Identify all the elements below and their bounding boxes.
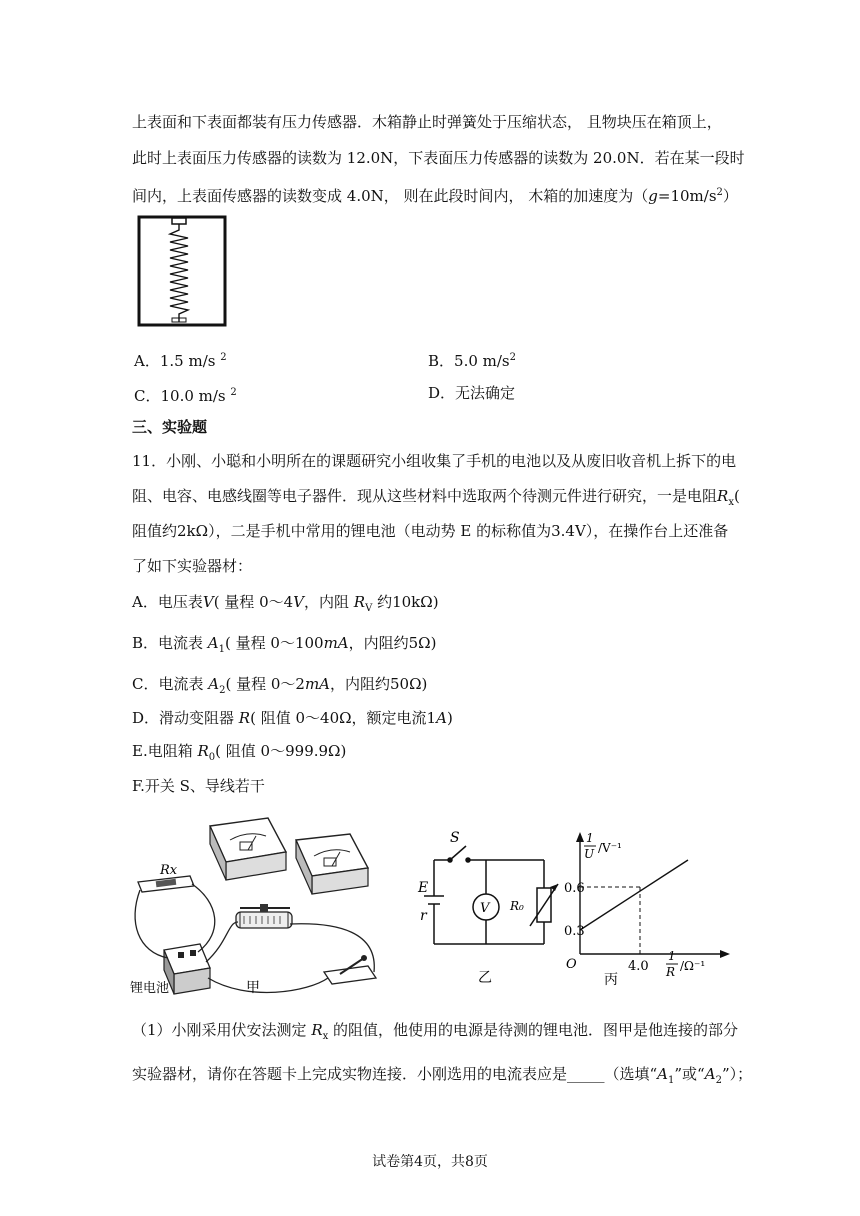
equipment-e-range: ( 阻值 0～999.9Ω) (215, 742, 347, 760)
figure-yi-caption: 乙 (478, 970, 492, 986)
equipment-d-range: ( 阻值 0～40Ω，额定电流1 (250, 709, 437, 727)
page-footer: 试卷第4页，共8页 (372, 1154, 488, 1170)
option-a[interactable] (134, 348, 227, 371)
rv-subscript: V (365, 603, 373, 614)
voltmeter-symbol: V (202, 593, 214, 611)
equipment-a (132, 592, 439, 619)
equipment-b-resistance: ，内阻约5Ω) (348, 634, 437, 652)
x-label-unit: /Ω⁻¹ (680, 959, 706, 973)
q11-sub1-line-2 (132, 1064, 752, 1091)
equipment-a-unit: V (293, 593, 305, 611)
x-label-den: R (666, 965, 676, 979)
equipment-c-range: ( 量程 0～2 (225, 675, 305, 693)
q11-sub1-line-2-end: ”）； (721, 1065, 753, 1083)
equipment-e-name: E.电阻箱 (132, 742, 198, 760)
y-tick-0-3: 0.3 (564, 924, 585, 939)
voltmeter-v-label: V (480, 901, 490, 916)
x-tick-4-0: 4.0 (628, 959, 649, 974)
q10-line-3-end: ） (722, 187, 738, 205)
option-d-label: D． (428, 384, 456, 402)
a2-symbol: A (208, 675, 220, 693)
equipment-e (132, 741, 346, 768)
equipment-d (132, 708, 453, 728)
q11-line-3-end: ），在操作台上还准备 (585, 522, 729, 540)
option-a-label: A． (134, 352, 160, 370)
equipment-a-resistance: 约10kΩ) (372, 593, 439, 611)
voltmeter-device (210, 818, 286, 880)
equipment-f: F.开关 S、导线若干 (132, 777, 265, 795)
q11-sub1-line-2-pre: 实验器材，请你在答题卡上完成实物连接．小刚选用的电流表应是_____（选填“ (132, 1065, 658, 1083)
r0-symbol: R (197, 742, 209, 760)
q11-sub1-line-1-end: 的阻值，他使用的电源是待测的锂电池．图甲是他连接的部分 (328, 1021, 739, 1039)
sub1-rx-subscript: x (322, 1031, 329, 1042)
gravity-exponent: 2 (716, 187, 723, 198)
r0-subscript: 0 (208, 752, 216, 763)
spring-box-figure (136, 214, 228, 328)
x-label-num: 1 (668, 949, 676, 963)
a1-subscript: 1 (218, 644, 226, 655)
q10-line-2: 此时上表面压力传感器的读数为 12.0N，下表面压力传感器的读数为 20.0N．若在某一段时 (132, 149, 745, 167)
sub1-rx-symbol: R (311, 1021, 323, 1039)
option-c[interactable] (134, 383, 237, 406)
option-b-label: B． (428, 352, 455, 370)
a1-symbol: A (207, 634, 219, 652)
rv-symbol: R (353, 593, 366, 611)
gravity-symbol: g (648, 187, 658, 205)
q11-line-2-end: ( (733, 487, 740, 505)
q11-line-4: 了如下实验器材： (132, 557, 253, 575)
option-c-label: C． (134, 387, 161, 405)
internal-r-label: r (420, 908, 427, 924)
equipment-d-name: D．滑动变阻器 (132, 709, 239, 727)
q11-line-3-pre: 阻值约 (132, 522, 178, 540)
figure-yi-circuit (414, 824, 564, 992)
battery-device (164, 944, 210, 994)
equipment-b-unit: mA (323, 634, 349, 652)
choice-a2-symbol: A (704, 1065, 716, 1083)
q10-line-3 (132, 183, 738, 206)
equipment-a-mid: ，内阻 (304, 593, 354, 611)
y-label-den: U (584, 847, 595, 861)
choice-a1-symbol: A (657, 1065, 669, 1083)
option-d-text: 无法确定 (455, 384, 516, 402)
option-b-exponent: 2 (509, 352, 517, 363)
origin-label: O (566, 957, 577, 972)
resistor-rx-device (138, 863, 194, 892)
option-a-text: 1.5 m/s (159, 352, 221, 370)
option-c-exponent: 2 (230, 387, 237, 398)
equipment-a-range: ( 量程 0～4 (213, 593, 294, 611)
figure-jia-caption: 甲 (246, 980, 260, 996)
rx-value: 2kΩ (177, 522, 209, 540)
figure-bing-caption: 丙 (604, 972, 618, 988)
section-title: 三、实验题 (132, 418, 208, 436)
equipment-c (132, 674, 427, 701)
q11-line-3-mid: ），二是手机中常用的锂电池（电动势 E 的标称值为 (208, 522, 552, 540)
option-c-text: 10.0 m/s (160, 387, 231, 405)
equipment-b-range: ( 量程 0～100 (225, 634, 324, 652)
choice-a1-subscript: 1 (668, 1075, 675, 1086)
equipment-d-end: ) (446, 709, 453, 727)
figure-jia-apparatus (128, 812, 398, 996)
rx-label: Rx (160, 863, 178, 878)
q11-line-2-pre: 阻、电容、电感线圈等电子器件．现从这些材料中选取两个待测元件进行研究，一是电阻 (132, 487, 718, 505)
option-b[interactable] (428, 348, 516, 371)
rx-symbol: R (717, 487, 729, 505)
y-label-unit: /V⁻¹ (598, 841, 622, 855)
equipment-c-name: C．电流表 (132, 675, 209, 693)
q11-line-1: 11．小刚、小聪和小明所在的课题研究小组收集了手机的电池以及从废旧收音机上拆下的电 (132, 452, 737, 470)
emf-e-label: E (418, 880, 429, 896)
equipment-b-name: B．电流表 (132, 634, 208, 652)
q11-sub1-line-2-mid: ”或“ (674, 1065, 705, 1083)
emf-value: 3.4V (551, 522, 586, 540)
y-tick-0-6: 0.6 (564, 881, 585, 896)
equipment-c-unit: mA (304, 675, 331, 693)
equipment-c-resistance: ，内阻约50Ω) (330, 675, 428, 693)
equipment-a-name: A．电压表 (132, 593, 203, 611)
ammeter-device (296, 834, 368, 894)
equipment-d-unit: A (436, 709, 447, 727)
option-d[interactable] (428, 383, 515, 403)
gravity-value: =10m/s (657, 187, 717, 205)
a2-subscript: 2 (219, 685, 226, 696)
data-line (580, 860, 688, 930)
rheostat-device (236, 904, 292, 928)
q11-sub1-line-1 (132, 1020, 738, 1047)
q11-sub1-line-1-pre: （1）小刚采用伏安法测定 (132, 1021, 312, 1039)
choice-a2-subscript: 2 (715, 1075, 722, 1086)
switch-s-label: S (450, 830, 460, 846)
option-a-exponent: 2 (220, 352, 227, 363)
figure-bing-graph (564, 824, 734, 994)
q11-line-2 (132, 486, 740, 513)
q11-line-3 (132, 521, 728, 541)
r0-label: R₀ (510, 899, 524, 913)
rheostat-symbol: R (238, 709, 251, 727)
rx-subscript: x (728, 497, 734, 508)
q10-line-3-pre: 间内，上表面传感器的读数变成 4.0N， 则在此段时间内， 木箱的加速度为（ (132, 187, 649, 205)
y-label-num: 1 (586, 831, 594, 845)
option-b-text: 5.0 m/s (454, 352, 510, 370)
equipment-b (132, 633, 436, 660)
battery-label: 锂电池 (130, 981, 170, 996)
q10-line-1: 上表面和下表面都装有压力传感器．木箱静止时弹簧处于压缩状态， 且物块压在箱顶上， (132, 113, 722, 131)
switch-device (324, 955, 376, 984)
